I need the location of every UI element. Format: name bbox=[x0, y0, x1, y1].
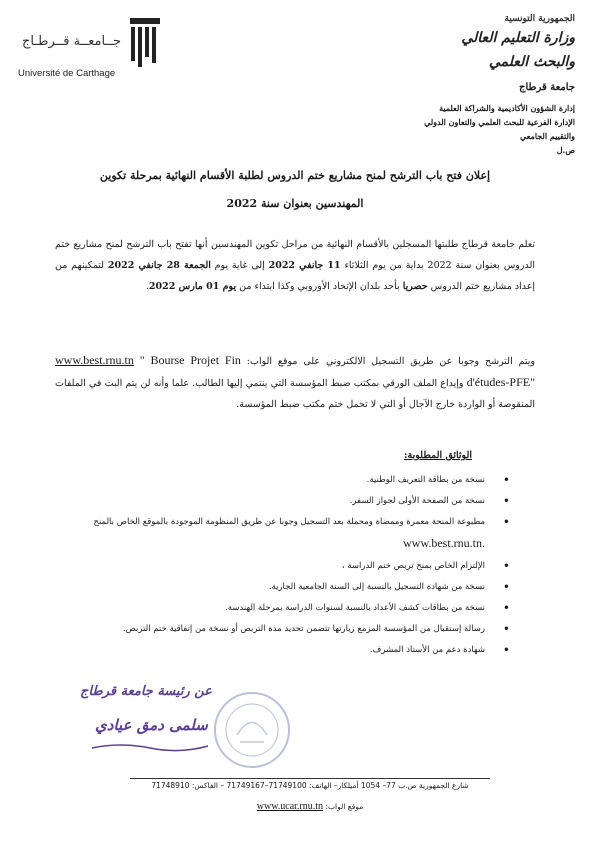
title-line2: المهندسين بعنوان سنة 2022 bbox=[226, 197, 364, 210]
required-documents-list bbox=[60, 470, 540, 661]
best-site-link[interactable]: www.best.rnu.tn. bbox=[403, 536, 485, 550]
list-item: • رسالة إستقبال من المؤسسة المزمع زيارتها تتضمن تحديد مدة التربص أو نسخة من إتفاقية ختم التربص. bbox=[60, 619, 540, 640]
ministry-name-line1: وزارة التعليم العالي bbox=[461, 30, 575, 46]
reference-code: ص.ل bbox=[556, 145, 575, 155]
list-item: • الإلتزام الخاص بمنح تربص ختم الدراسة ، bbox=[60, 556, 540, 577]
footer-divider bbox=[130, 778, 490, 779]
department-block bbox=[345, 101, 575, 157]
signature-name: سلمى دمق عيادي bbox=[95, 716, 208, 734]
best-site-link[interactable]: www.best.rnu.tn bbox=[55, 353, 134, 367]
bourse-label: " Bourse bbox=[139, 353, 185, 367]
department-line: والتقييم الجامعي bbox=[520, 131, 575, 141]
signature-scribble-icon bbox=[90, 740, 210, 754]
announcement-paragraph-2 bbox=[55, 350, 535, 415]
department-line: إدارة الشؤون الأكاديمية والشراكة العلمية bbox=[439, 103, 575, 113]
text-span: وإيداع الملف الورقي بمكتب ضبط المؤسسة التي ينتمي إليها الطالب. علما وأنه لن يتم البت في الملفات المنقوصة أو الواردة خارج الآجال أو التي لا تحمل ختم مكتب ضبط المؤسسة. bbox=[55, 378, 535, 410]
list-item bbox=[60, 512, 540, 556]
march-date: يوم 01 مارس 2022 bbox=[148, 281, 237, 292]
ministry-name-line2: والبحث العلمي bbox=[488, 54, 575, 70]
text-span: . bbox=[145, 281, 149, 292]
website-label: موقع الواب: bbox=[325, 802, 364, 811]
footer-address: شارع الجمهورية ص.ب 77– 1054 أميلكار– الهاتف: 71749100–71749167 – الفاكس: 71748910 bbox=[151, 781, 469, 790]
pfe-label: Projet Fin d'études-PFE" bbox=[190, 353, 535, 389]
title-line1: إعلان فتح باب الترشح لمنح مشاريع ختم الدروس لطلبة الأقسام النهائية بمرحلة تكوين bbox=[99, 169, 491, 182]
ministry-header bbox=[345, 14, 575, 157]
logo-french-text: Université de Carthage bbox=[18, 68, 116, 79]
text-span: إلى غاية يوم bbox=[214, 260, 265, 271]
announcement-title bbox=[40, 162, 550, 218]
list-item: • نسخة من شهادة التسجيل بالنسبة إلى السنة الجامعية الجارية. bbox=[60, 577, 540, 598]
start-date: 11 جانفي 2022 bbox=[268, 260, 341, 271]
text-span: لتمكينهم من إعداد مشاريع ختم الدروس bbox=[55, 260, 535, 292]
university-name: جامعة قرطاج bbox=[518, 82, 575, 93]
logo-arabic-text: جــامعــة قــرطـاج bbox=[22, 34, 122, 49]
list-item-text: مطبوعة المنحة معمرة وممضاة ومحملة بعد التسجيل وجوبا عن طريق المنظومة الموجودة بالموقع الخاص بالمنح bbox=[93, 517, 485, 527]
university-logo bbox=[14, 12, 164, 78]
text-span: ويتم الترشح وجوبا عن طريق التسجيل الالكتروني على موقع الواب: bbox=[246, 356, 535, 367]
list-item: • نسخة من الصفحة الأولى لجواز السفر. bbox=[60, 491, 540, 512]
list-item: • نسخة من بطاقات كشف الأعداد بالنسبة لسنوات الدراسة بمرحلة الهندسة. bbox=[60, 598, 540, 619]
list-item: • نسخة من بطاقة التعريف الوطنية. bbox=[60, 470, 540, 491]
text-span: تعلم جامعة قرطاج طلبتها المسجلين بالأقسام النهائية من مراحل تكوين المهندسين أنها تفتح باب الترشح لمنح مشاريع ختم الدروس بعنوان سنة 2022 بداية من يوم الثلاثاء bbox=[55, 239, 535, 271]
list-item: • شهادة دعم من الأستاذ المشرف. bbox=[60, 640, 540, 661]
required-documents-title: الوثائق المطلوبة: bbox=[404, 450, 472, 461]
end-date: الجمعة 28 جانفي 2022 bbox=[107, 260, 211, 271]
columns-logo-icon bbox=[130, 18, 160, 68]
text-span: بأحد بلدان الإتحاد الأوروبي وكذا ابتداء من bbox=[239, 281, 400, 292]
announcement-paragraph-1 bbox=[55, 234, 535, 297]
department-line: الإدارة الفرعية للبحث العلمي والتعاون الدولي bbox=[424, 117, 575, 127]
footer-website bbox=[160, 801, 460, 812]
signature-on-behalf: عن رئيسة جامعة قرطاج bbox=[80, 684, 212, 699]
website-link[interactable]: www.ucar.rnu.tn bbox=[256, 801, 324, 812]
exclusively-emphasis: حصريا bbox=[402, 281, 428, 292]
official-stamp-icon bbox=[212, 690, 292, 770]
republic-label: الجمهورية التونسية bbox=[504, 14, 575, 24]
